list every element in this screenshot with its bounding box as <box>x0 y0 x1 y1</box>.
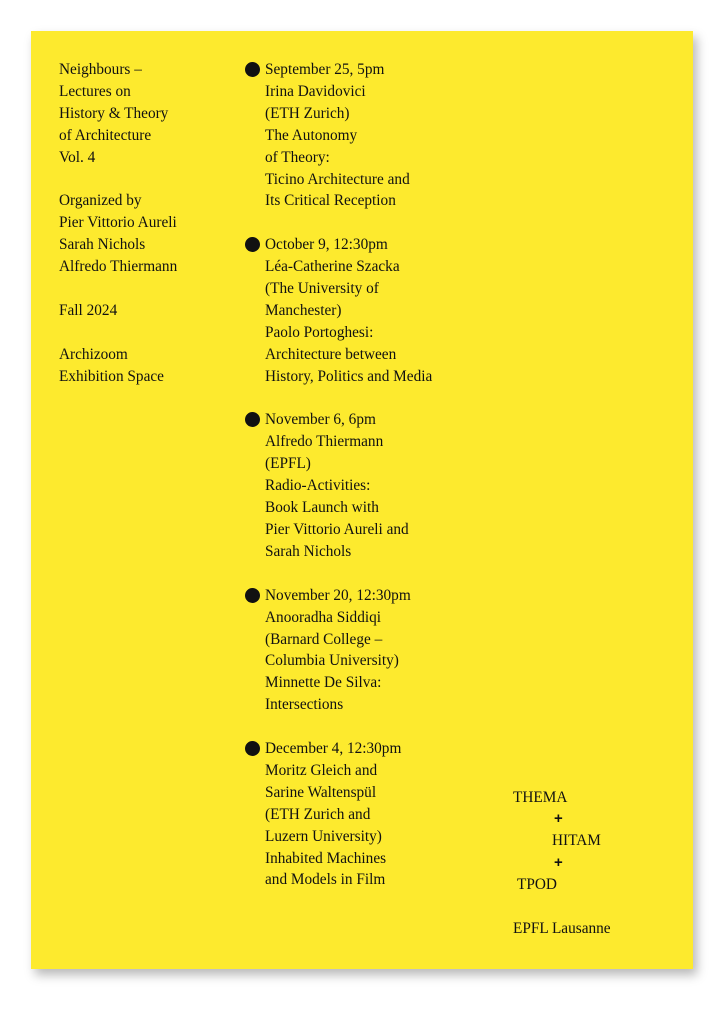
event-line: The Autonomy <box>265 126 358 144</box>
event-line: History, Politics and Media <box>265 367 433 385</box>
event-line: (ETH Zurich and <box>265 805 371 823</box>
event-item <box>243 234 503 387</box>
event-date: November 20, 12:30pm <box>265 586 411 604</box>
group-hitam: HITAM <box>552 832 601 849</box>
event-line: Léa-Catherine Szacka <box>265 258 400 276</box>
event-item <box>243 585 503 716</box>
organizers <box>59 190 239 278</box>
event-line: Sarine Waltenspül <box>265 783 377 801</box>
venue-line: Exhibition Space <box>59 367 164 385</box>
event-item <box>243 59 503 212</box>
venue <box>59 344 239 388</box>
event-line: Its Critical Reception <box>265 192 396 210</box>
plus-icon: + <box>554 854 563 871</box>
organizer-name: Sarah Nichols <box>59 236 146 254</box>
series-info <box>59 59 239 409</box>
event-line: Radio-Activities: <box>265 477 371 495</box>
title-line: Neighbours – <box>59 61 142 78</box>
event-line: Architecture between <box>265 345 397 363</box>
event-line: Irina Davidovici <box>265 82 366 100</box>
series-title <box>59 59 239 169</box>
organized-label: Organized by <box>59 192 142 210</box>
group-thema: THEMA <box>513 789 568 806</box>
event-line: (ETH Zurich) <box>265 104 350 122</box>
group-tpod: TPOD <box>517 876 557 893</box>
event-line: of Theory: <box>265 148 330 166</box>
event-line: Manchester) <box>265 301 342 319</box>
title-line: of Architecture <box>59 126 152 144</box>
bullet-dot-icon <box>245 741 260 756</box>
event-line: Columbia University) <box>265 652 399 670</box>
bullet-dot-icon <box>245 62 260 77</box>
event-line: Ticino Architecture and <box>265 170 410 188</box>
plus-icon: + <box>554 810 563 827</box>
poster <box>31 31 693 969</box>
event-line: Luzern University) <box>265 827 382 845</box>
organizer-name: Pier Vittorio Aureli <box>59 214 177 232</box>
event-line: (Barnard College – <box>265 630 383 648</box>
title-line: Lectures on <box>59 82 131 100</box>
event-date: November 6, 6pm <box>265 411 376 429</box>
event-line: Paolo Portoghesi: <box>265 323 374 341</box>
event-line: (EPFL) <box>265 455 311 473</box>
event-date: September 25, 5pm <box>265 61 385 78</box>
event-line: Book Launch with <box>265 499 379 517</box>
event-line: Pier Vittorio Aureli and <box>265 521 409 538</box>
event-line: Anooradha Siddiqi <box>265 608 381 626</box>
venue-line: Archizoom <box>59 345 128 363</box>
event-line: Alfredo Thiermann <box>265 433 384 451</box>
bullet-dot-icon <box>245 588 260 603</box>
event-item <box>243 738 503 891</box>
event-line: Moritz Gleich and <box>265 761 378 779</box>
bullet-dot-icon <box>245 412 260 427</box>
event-line: Minnette De Silva: <box>265 674 382 692</box>
title-line: Vol. 4 <box>59 148 96 166</box>
season <box>59 300 239 322</box>
event-item <box>243 409 503 562</box>
organizer-name: Alfredo Thiermann <box>59 258 178 276</box>
event-date: October 9, 12:30pm <box>265 236 388 254</box>
bullet-dot-icon <box>245 237 260 252</box>
season-label: Fall 2024 <box>59 301 118 319</box>
event-date: December 4, 12:30pm <box>265 740 402 758</box>
event-line: Inhabited Machines <box>265 849 387 867</box>
event-line: (The University of <box>265 280 379 298</box>
event-list <box>243 59 503 913</box>
title-line: History & Theory <box>59 104 169 122</box>
institution: EPFL Lausanne <box>513 920 611 937</box>
event-line: Sarah Nichols <box>265 542 352 560</box>
event-line: and Models in Film <box>265 871 386 889</box>
event-line: Intersections <box>265 696 344 714</box>
